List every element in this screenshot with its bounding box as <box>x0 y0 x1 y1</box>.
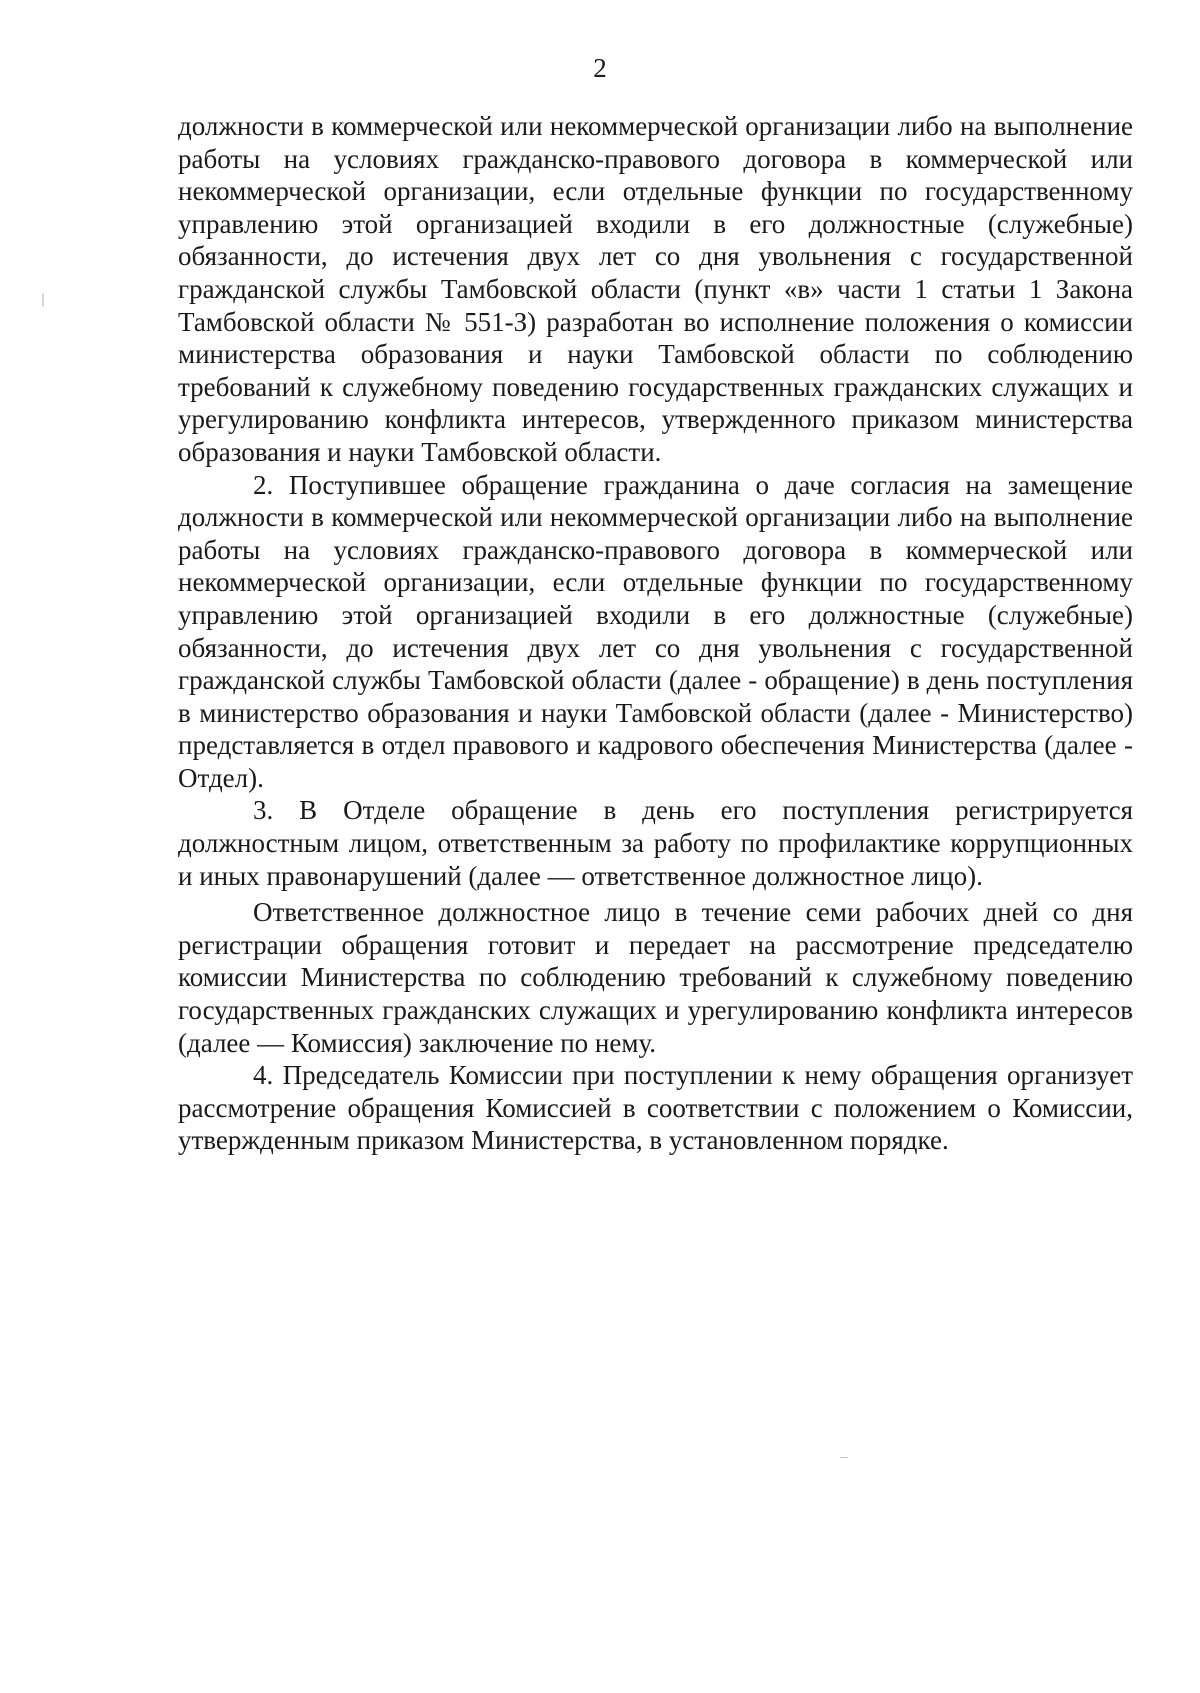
paragraph-item-3-continued: Ответственное должностное лицо в течение семи рабочих дней со дня регистрации обращения готовит и передает на рассмотрение председателю комиссии Министерства по соблюдению требований к служебному поведению государственных гражданских служащих и урегулированию конфликта интересов (далее — Комиссия) заключение по нему. <box>178 897 1133 1058</box>
page-number: 2 <box>593 53 607 83</box>
scan-artifact <box>42 293 44 307</box>
paragraph-item-4: 4. Председатель Комиссии при поступлении к нему обращения организует рассмотрение обращения Комиссией в соответствии с положением о Комиссии, утвержденным приказом Министерства, в установленном порядке. <box>178 1060 1133 1156</box>
paragraph-item-2: 2. Поступившее обращение гражданина о даче согласия на замещение должности в коммерческой или некоммерческой организации либо на выполнение работы на условиях гражданско-правового договора в коммерческой или некоммерческой организации, если отдельные функции по государственному управлению этой организацией входили в его должностные (служебные) обязанности, до истечения двух лет со дня увольнения с государственной гражданской службы Тамбовской области (далее - обращение) в день поступления в министерство образования и науки Тамбовской области (далее - Министерство) представляется в отдел правового и кадрового обеспечения Министерства (далее - Отдел). <box>178 469 1133 793</box>
scan-artifact <box>840 1457 848 1458</box>
paragraph-continuation: должности в коммерческой или некоммерческой организации либо на выполнение работы на условиях гражданско-правового договора в коммерческой или некоммерческой организации, если отдельные функции по государственному управлению этой организацией входили в его должностные (служебные) обязанности, до истечения двух лет со дня увольнения с государственной гражданской службы Тамбовской области (пункт «в» части 1 статьи 1 Закона Тамбовской области № 551-З) разработан во исполнение положения о комиссии министерства образования и науки Тамбовской области по соблюдению требований к служебному поведению государственных гражданских служащих и урегулированию конфликта интересов, утвержденного приказом министерства образования и науки Тамбовской области. <box>178 111 1133 467</box>
paragraph-item-3: 3. В Отделе обращение в день его поступления регистрируется должностным лицом, ответственным за работу по профилактике коррупционных и иных правонарушений (далее — ответственное должностное лицо). <box>178 795 1133 891</box>
document-body <box>178 110 1133 1157</box>
